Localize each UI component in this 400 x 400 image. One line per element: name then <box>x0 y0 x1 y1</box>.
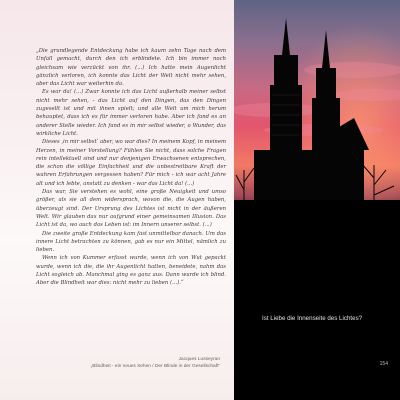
page-number: 154 <box>379 361 388 367</box>
attribution-source: „Blindheit - ein neues Sehen / Der Blinde in der Gesellschaft“ <box>90 364 220 369</box>
photo-caption: Ist Liebe die Innenseite des Lichtes? <box>262 315 363 322</box>
quote-paragraph-1: „Die grundlegende Entdeckung habe ich kaum zehn Tage nach dem Unfall gemacht, durch den ich erblindete. Ich bin immer noch gleichsam wie verzückt von ihr. (...) Ich hatte mein Augenlicht gänzlich verloren, ich konnte das Licht der Welt nicht mehr sehen, aber das Licht war weiterhin da. <box>36 48 226 88</box>
quote-paragraph-2: Es war da! (...) Zwar konnte ich das Licht außerhalb meiner selbst nicht mehr sehen, - das Licht auf den Dingen, das den Dingen zugesellt ist und mit ihnen spielt; und alle Welt um mich herum behauptet, dass ich es für immer verloren habe. Aber ich fand es an anderer Stelle wieder. Ich fand es in mir selbst wieder, o Wunder, das wirkliche Licht. <box>36 89 226 137</box>
quote-paragraph-5: Die zweite große Entdeckung kam fast unmittelbar danach. Um das innere Licht betrachten zu können, gab es nur ein Mittel, nämlich zu lieben. <box>36 230 226 254</box>
quote-paragraph-3: Dieses ‚in mir selbst‘ aber, wo war dies? In meinem Kopf, in meinem Herzen, in meiner Vorstellung? Fühlen Sie nicht, dass solche Fragen rein intellektuell sind und nur denjenigen Erwachsenen entsprechen, die schon die völlige Einfachheit und die unbestreitbare Kraft der wahren Erfahrungen vergessen haben? Für mich - ich war acht Jahre alt und ich lebte, anstatt zu denken - war das Licht da! (...) <box>36 139 226 187</box>
quote-text-block <box>36 47 226 288</box>
quote-paragraph-6: Wenn ich von Kummer erfasst wurde, wenn ich von Wut gepackt wurde, wenn ich die, die ihr Augenlicht hatten, beneidete, nahm das Licht sogleich ab. Manchmal ging es ganz aus. Dann wurde ich blind. Aber die Blindheit war dies: nicht mehr zu lieben (...).“ <box>36 255 226 287</box>
quote-paragraph-4: Das war, Sie verstehen es wohl, eine große Neuigkeit und umso größer, als sie all dem widersprach, wovon die, die Augen haben, überzeugt sind. Der Ursprung des Lichtes ist nicht in der äußeren Welt. Wir glauben das nur aufgrund einer gemeinsamen Illusion. Das Licht ist da, wo auch das Leben ist: im Innern unserer selbst. (...) <box>36 189 226 229</box>
attribution-author: Jacques Lusseyran <box>178 357 220 362</box>
cathedral-sunset-photo <box>234 0 400 230</box>
quote-attribution <box>20 356 220 370</box>
right-page <box>234 0 400 400</box>
